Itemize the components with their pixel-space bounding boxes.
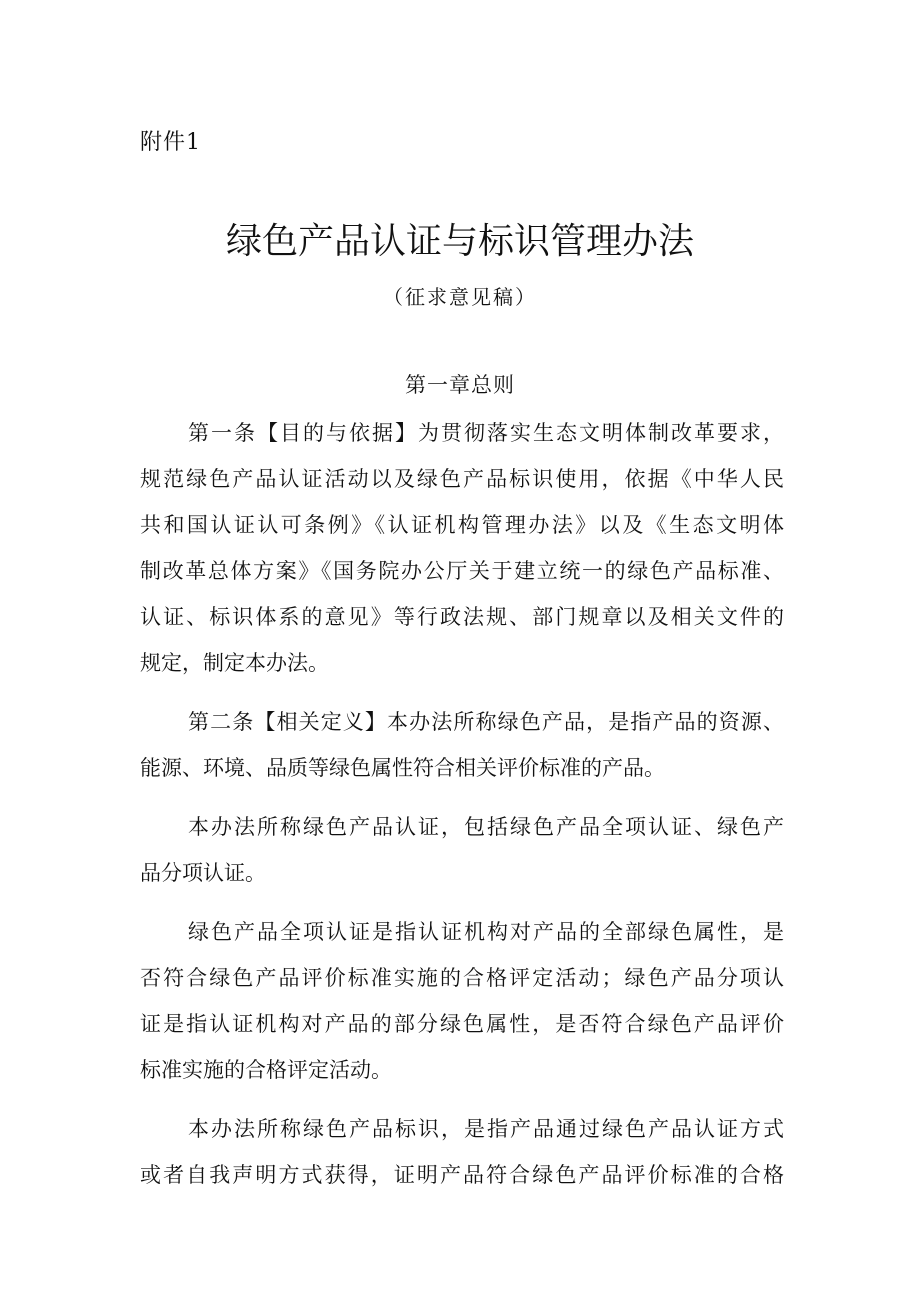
- paragraph: [140, 410, 784, 686]
- paragraph-line: 或者自我声明方式获得，证明产品符合绿色产品评价标准的合格: [140, 1163, 784, 1187]
- document-body: [140, 410, 784, 1211]
- paragraph-line: 绿色产品全项认证是指认证机构对产品的全部绿色属性，是: [188, 920, 784, 944]
- paragraph-line: 标准实施的合格评定活动。: [140, 1058, 392, 1082]
- paragraph-line: 本办法所称绿色产品认证，包括绿色产品全项认证、绿色产: [188, 815, 784, 839]
- paragraph-line: 第一条【目的与依据】为贯彻落实生态文明体制改革要求，: [188, 421, 784, 445]
- paragraph-line: 品分项认证。: [140, 861, 266, 885]
- paragraph-line: 制改革总体方案》《国务院办公厅关于建立统一的绿色产品标准、: [140, 559, 784, 583]
- paragraph-line: 否符合绿色产品评价标准实施的合格评定活动；绿色产品分项认: [140, 966, 784, 990]
- paragraph-line: 共和国认证认可条例》《认证机构管理办法》以及《生态文明体: [140, 513, 784, 537]
- document-subtitle: （征求意见稿）: [383, 285, 537, 309]
- paragraph-line: 证是指认证机构对产品的部分绿色属性，是否符合绿色产品评价: [140, 1012, 784, 1036]
- paragraph-line: 能源、环境、品质等绿色属性符合相关评价标准的产品。: [140, 756, 665, 780]
- paragraph-line: 规范绿色产品认证活动以及绿色产品标识使用，依据《中华人民: [140, 467, 784, 491]
- paragraph: [140, 909, 784, 1093]
- paragraph-line: 规定，制定本办法。: [140, 651, 329, 675]
- paragraph: [140, 804, 784, 896]
- paragraph-line: 本办法所称绿色产品标识，是指产品通过绿色产品认证方式: [188, 1117, 784, 1141]
- document-title: 绿色产品认证与标识管理办法: [225, 221, 694, 262]
- attachment-label: 附件1: [140, 130, 201, 155]
- paragraph: [140, 1106, 784, 1198]
- paragraph-line: 认证、标识体系的意见》等行政法规、部门规章以及相关文件的: [140, 605, 784, 629]
- chapter-heading: 第一章总则: [405, 373, 515, 397]
- paragraph: [140, 699, 784, 791]
- paragraph-line: 第二条【相关定义】本办法所称绿色产品，是指产品的资源、: [188, 710, 784, 734]
